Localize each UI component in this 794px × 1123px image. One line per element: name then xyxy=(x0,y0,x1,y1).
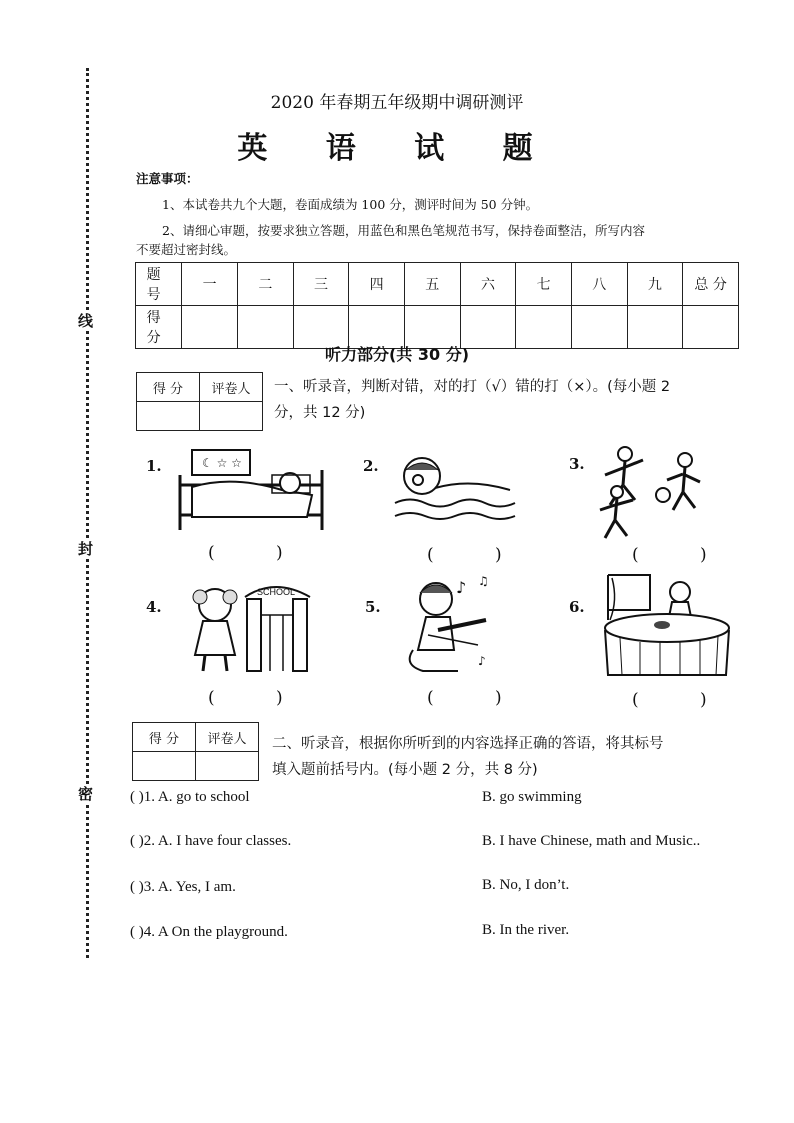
notes-item-2: 2、请细心审题，按要求独立答题，用蓝色和黑色笔规范书写，保持卷面整洁，所写内容 xyxy=(162,223,645,238)
listening-part-title: 听力部分(共 30 分) xyxy=(324,345,470,364)
notes-item-3: 不要超过密封线。 xyxy=(136,242,237,257)
svg-text:♪: ♪ xyxy=(478,654,486,668)
grader-label-score: 得 分 xyxy=(137,373,200,402)
question-3-option-a[interactable]: ( )3. A. Yes, I am. xyxy=(130,879,236,895)
grader-label-reviewer: 评卷人 xyxy=(200,373,263,402)
score-header-cell: 一 xyxy=(182,263,238,306)
answer-paren[interactable]: ( ) xyxy=(632,545,735,565)
section-1-instructions xyxy=(274,374,670,426)
score-header-cell: 二 xyxy=(237,263,293,306)
margin-char-line: 线 xyxy=(78,312,94,330)
score-header-cell: 三 xyxy=(293,263,349,306)
answer-paren[interactable]: ( ) xyxy=(427,688,530,708)
score-header-cell: 题 号 xyxy=(136,263,182,306)
child-at-table-icon xyxy=(600,570,735,685)
section-1-line-2: 分，共 12 分) xyxy=(274,405,366,421)
grader-box-1 xyxy=(136,372,263,431)
grader-score-cell[interactable] xyxy=(137,402,200,431)
picture-number: 6. xyxy=(569,598,585,616)
answer-paren[interactable]: ( ) xyxy=(208,688,311,708)
section-2-line-1: 二、听录音，根据你所听到的内容选择正确的答语，将其标号 xyxy=(272,736,664,752)
margin-char-seal: 封 xyxy=(78,540,94,558)
score-header-cell: 五 xyxy=(404,263,460,306)
question-3-option-b[interactable]: B. No, I don’t. xyxy=(482,877,570,893)
grader-reviewer-cell[interactable] xyxy=(200,402,263,431)
section-2-line-2: 填入题前括号内。(每小题 2 分，共 8 分) xyxy=(272,762,538,778)
grader-box-2 xyxy=(132,722,259,781)
picture-number: 2. xyxy=(363,457,379,475)
question-1-option-b[interactable]: B. go swimming xyxy=(482,789,582,805)
picture-number: 1. xyxy=(146,457,162,475)
svg-text:♪: ♪ xyxy=(456,578,467,597)
grader-score-cell[interactable] xyxy=(133,752,196,781)
score-header-cell: 七 xyxy=(516,263,572,306)
score-table xyxy=(135,262,739,349)
svg-text:♫: ♫ xyxy=(478,575,489,588)
school-sign-text: SCHOOL xyxy=(257,587,296,597)
question-2-option-b[interactable]: B. I have Chinese, math and Music.. xyxy=(482,833,701,849)
picture-number: 4. xyxy=(146,598,162,616)
notes xyxy=(136,166,645,244)
swimmer-icon xyxy=(390,448,525,528)
score-header-cell: 九 xyxy=(627,263,683,306)
girl-at-school-gate-icon xyxy=(175,575,325,675)
grader-reviewer-cell[interactable] xyxy=(196,752,259,781)
picture-number: 3. xyxy=(569,455,585,473)
score-row-label: 得 分 xyxy=(136,306,182,349)
section-1-line-1: 一、听录音，判断对错，对的打（√）错的打（×）。(每小题 2 xyxy=(274,379,671,395)
notes-lead: 注意事项： xyxy=(136,171,199,186)
boy-playing-violin-icon xyxy=(398,575,498,675)
score-header-cell: 总 分 xyxy=(683,263,739,306)
question-1-option-a[interactable]: ( )1. A. go to school xyxy=(130,789,250,805)
answer-paren[interactable]: ( ) xyxy=(427,545,530,565)
score-header-cell: 四 xyxy=(349,263,405,306)
question-4-option-a[interactable]: ( )4. A On the playground. xyxy=(130,924,288,940)
sleeping-child-icon xyxy=(172,445,332,535)
football-players-icon xyxy=(595,440,715,540)
exam-title: 2020 年春期五年级期中调研测评 xyxy=(270,93,524,113)
grader-label-score: 得 分 xyxy=(133,723,196,752)
answer-paren[interactable]: ( ) xyxy=(208,543,311,563)
question-4-option-b[interactable]: B. In the river. xyxy=(482,922,570,938)
margin-char-secret: 密 xyxy=(78,785,94,803)
score-header-cell: 八 xyxy=(571,263,627,306)
section-2-instructions xyxy=(272,731,664,783)
grader-label-reviewer: 评卷人 xyxy=(196,723,259,752)
notes-item-1: 1、本试卷共九个大题，卷面成绩为 100 分，测评时间为 50 分钟。 xyxy=(162,197,539,212)
subject-title: 英 语 试 题 xyxy=(237,131,557,166)
picture-number: 5. xyxy=(365,598,381,616)
binding-dotted-line xyxy=(86,68,89,958)
question-2-option-a[interactable]: ( )2. A. I have four classes. xyxy=(130,833,292,849)
answer-paren[interactable]: ( ) xyxy=(632,690,735,710)
score-header-cell: 六 xyxy=(460,263,516,306)
svg-text:☾ ☆ ☆: ☾ ☆ ☆ xyxy=(202,456,242,470)
